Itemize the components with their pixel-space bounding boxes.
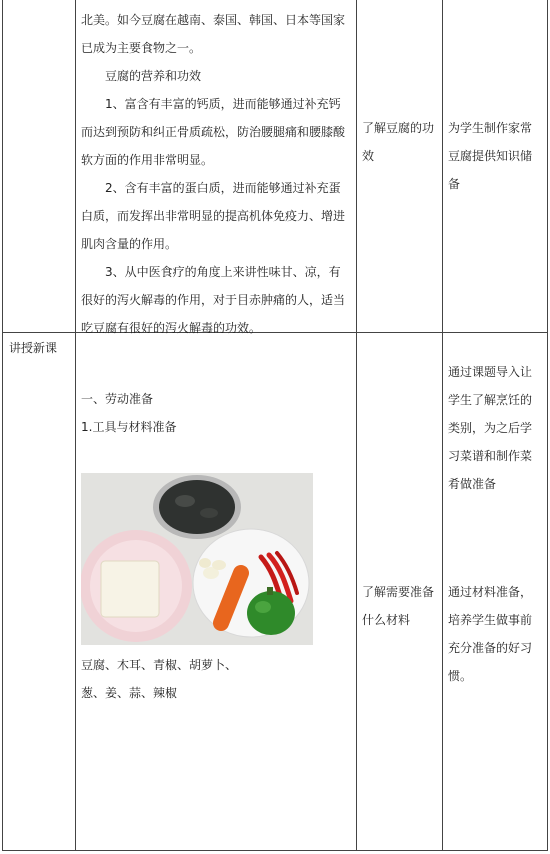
design-intent-line: 类别，为之后学 xyxy=(448,421,533,435)
ingredients-photo xyxy=(81,473,313,645)
ingredients-illustration xyxy=(81,473,313,645)
design-intent-line: 豆腐提供知识储 xyxy=(448,149,533,163)
teaching-stage-label: 讲授新课 xyxy=(9,341,58,355)
design-intent-line: 为学生制作家常 xyxy=(448,121,533,135)
column-divider-2 xyxy=(356,0,357,851)
table-border-bottom xyxy=(2,850,548,851)
table-border-right xyxy=(547,0,548,851)
student-activity-line: 了解需要准备 xyxy=(362,585,435,599)
content-line: 1、富含有丰富的钙质，进而能够通过补充钙 xyxy=(105,97,341,111)
design-intent-line: 通过课题导入让 xyxy=(448,365,533,379)
student-activity-line: 了解豆腐的功 xyxy=(362,121,435,135)
tools-materials-heading: 1.工具与材料准备 xyxy=(81,420,177,434)
content-cell-nutrition xyxy=(81,6,351,342)
design-intent-line: 惯。 xyxy=(448,669,473,683)
column-divider-3 xyxy=(442,0,443,851)
student-activity-cell xyxy=(362,114,442,170)
design-intent-line: 通过材料准备， xyxy=(448,585,533,599)
design-intent-line: 学生了解烹饪的 xyxy=(448,393,533,407)
design-intent-cell xyxy=(448,114,545,198)
labor-preparation-heading: 一、劳动准备 xyxy=(81,392,154,406)
design-intent-cell xyxy=(448,578,545,690)
design-intent-line: 习菜谱和制作菜 xyxy=(448,449,533,463)
ingredients-caption-line: 葱、姜、蒜、辣椒 xyxy=(81,686,178,700)
design-intent-line: 培养学生做事前 xyxy=(448,613,533,627)
content-line: 2、含有丰富的蛋白质，进而能够通过补充蛋 xyxy=(105,181,341,195)
content-line: 北美。如今豆腐在越南、泰国、韩国、日本等国家 xyxy=(81,13,346,27)
column-divider-1 xyxy=(75,0,76,851)
design-intent-line: 肴做准备 xyxy=(448,477,497,491)
student-activity-line: 效 xyxy=(362,149,375,163)
student-activity-cell xyxy=(362,578,442,634)
design-intent-line: 充分准备的好习 xyxy=(448,641,533,655)
ingredients-caption-line: 豆腐、木耳、青椒、胡萝卜、 xyxy=(81,658,238,672)
content-line: 白质，而发挥出非常明显的提高机体免疫力、增进 xyxy=(81,209,346,223)
section-subtitle: 豆腐的营养和功效 xyxy=(105,69,202,83)
ingredients-caption xyxy=(81,651,351,707)
content-line: 吃豆腐有很好的泻火解毒的功效。 xyxy=(81,321,262,335)
content-line: 软方面的作用非常明显。 xyxy=(81,153,214,167)
table-border-left xyxy=(2,0,3,851)
content-line: 而达到预防和纠正骨质疏松，防治腰腿痛和腰膝酸 xyxy=(81,125,346,139)
design-intent-cell xyxy=(448,358,545,498)
content-line: 已成为主要食物之一。 xyxy=(81,41,202,55)
content-line: 很好的泻火解毒的作用，对于目赤肿痛的人，适当 xyxy=(81,293,346,307)
content-line: 3、从中医食疗的角度上来讲性味甘、凉，有 xyxy=(105,265,341,279)
student-activity-line: 什么材料 xyxy=(362,613,411,627)
design-intent-line: 备 xyxy=(448,177,461,191)
content-line: 肌肉含量的作用。 xyxy=(81,237,178,251)
